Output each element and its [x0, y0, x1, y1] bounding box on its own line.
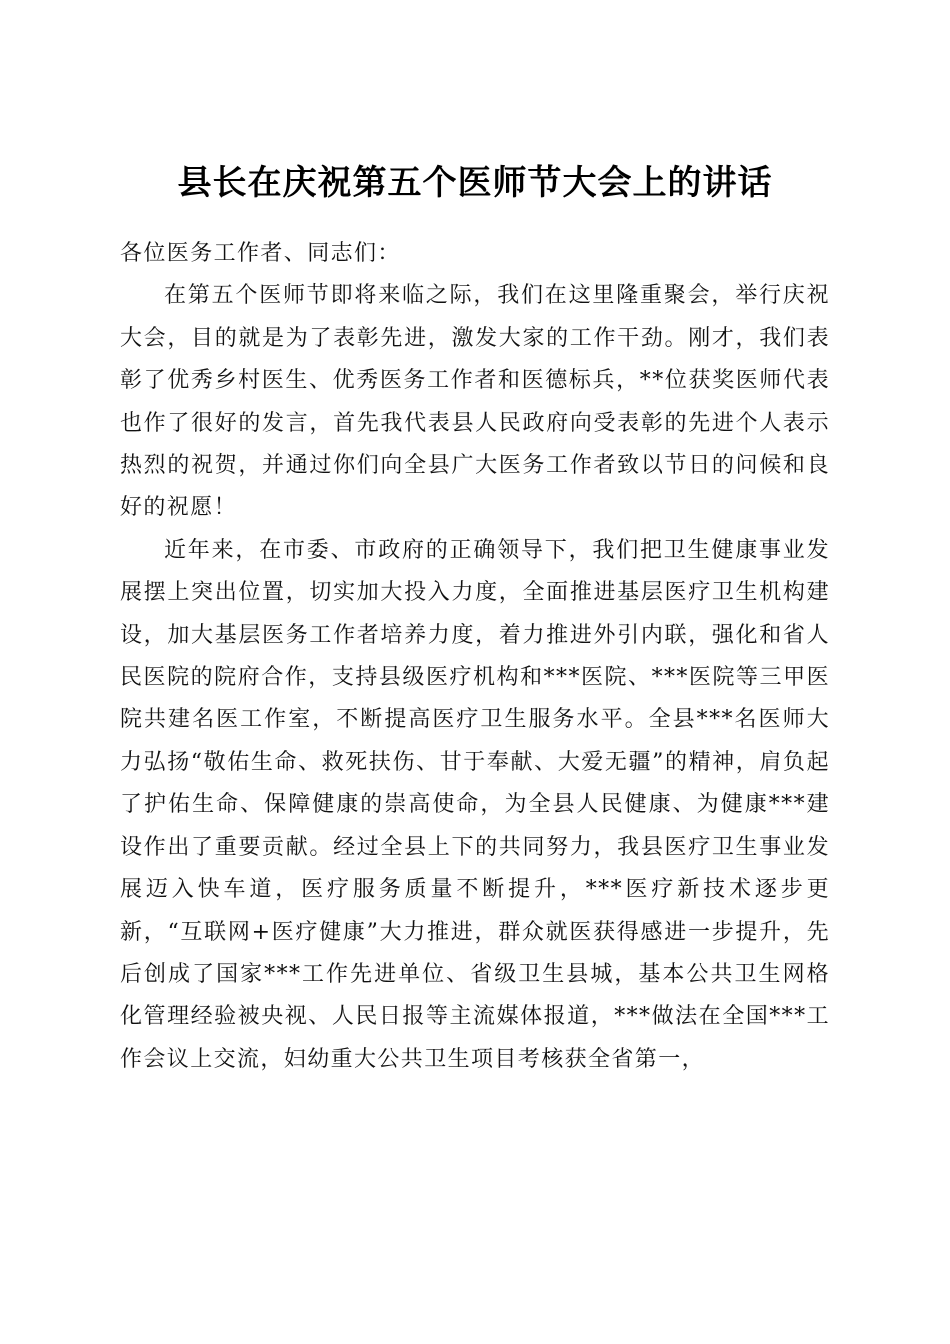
document-body	[120, 233, 830, 1081]
salutation: 各位医务工作者、同志们：	[120, 241, 401, 266]
paragraph-2: 近年来，在市委、市政府的正确领导下，我们把卫生健康事业发展摆上突出位置，切实加大投入力度，全面推进基层医疗卫生机构建设，加大基层医务工作者培养力度，着力推进外引内联，强化和省人民医院的院府合作，支持县级医疗机构和***医院、***医院等三甲医院共建名医工作室，不断提高医疗卫生服务水平。全县***名医师大力弘扬“敬佑生命、救死扶伤、甘于奉献、大爱无疆”的精神，肩负起了护佑生命、保障健康的崇高使命，为全县人民健康、为健康***建设作出了重要贡献。经过全县上下的共同努力，我县医疗卫生事业发展迈入快车道，医疗服务质量不断提升，***医疗新技术逐步更新，“互联网+医疗健康”大力推进，群众就医获得感进一步提升，先后创成了国家***工作先进单位、省级卫生县城，基本公共卫生网格化管理经验被央视、人民日报等主流媒体报道，***做法在全国***工作会议上交流，妇幼重大公共卫生项目考核获全省第一，	[120, 537, 830, 1072]
paragraph-1: 在第五个医师节即将来临之际，我们在这里隆重聚会，举行庆祝大会，目的就是为了表彰先进，激发大家的工作干劲。刚才，我们表彰了优秀乡村医生、优秀医务工作者和医德标兵，**位获奖医师代表也作了很好的发言，首先我代表县人民政府向受表彰的先进个人表示热烈的祝贺，并通过你们向全县广大医务工作者致以节日的问候和良好的祝愿！	[120, 283, 830, 521]
document-title: 县长在庆祝第五个医师节大会上的讲话	[177, 162, 773, 203]
